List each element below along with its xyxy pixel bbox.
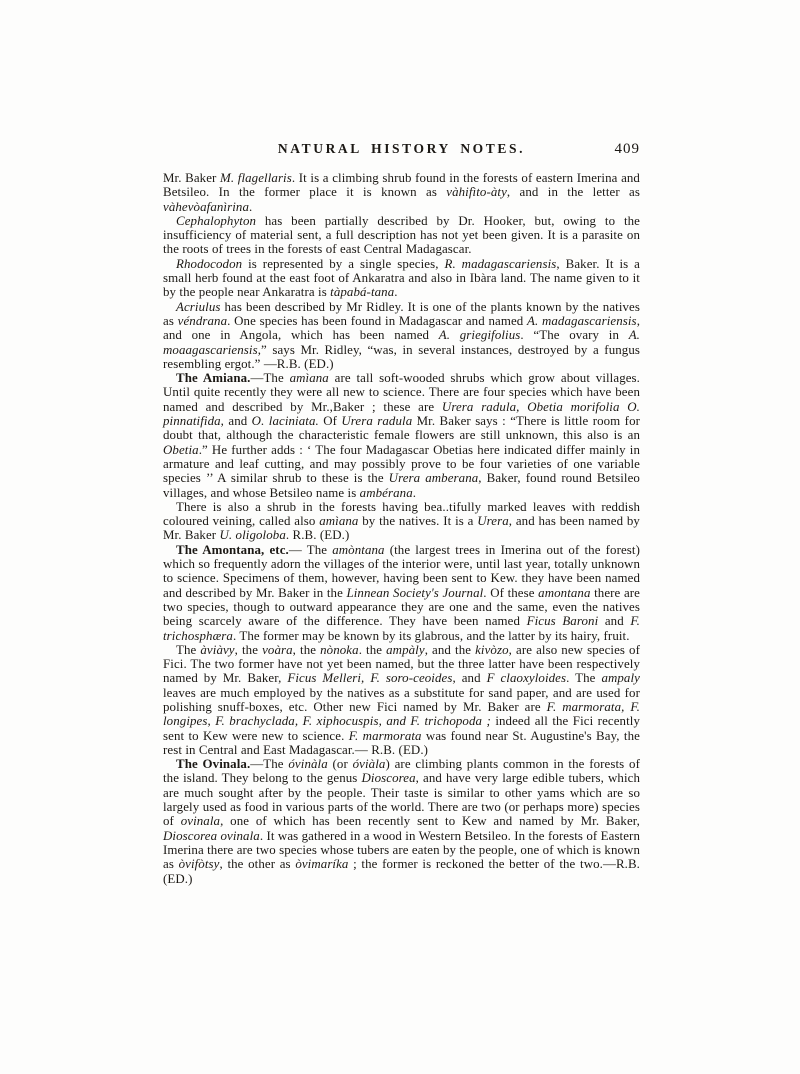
text-segment: Ficus Melleri, F. soro-ceoides,	[287, 671, 456, 686]
text-segment: and	[224, 414, 252, 429]
page-number: 409	[614, 141, 640, 157]
paragraph	[163, 300, 640, 371]
text-segment: Ficus Baroni	[526, 614, 599, 629]
text-segment: has been described by Mr Ridley. It is one of the plants known by the natives as	[163, 299, 640, 328]
text-segment: . Of these	[483, 585, 539, 600]
text-segment: A. griegifolius	[438, 328, 521, 343]
text-segment: (or	[327, 757, 353, 772]
paragraph	[163, 171, 640, 214]
text-segment: R. madagascariensis	[444, 256, 557, 271]
text-segment: Dioscorea	[361, 771, 416, 786]
text-segment: àviàvy	[200, 642, 235, 657]
text-segment: . It was gathered in a wood in Western Betsileo. In the forests of Eastern Imerina there are two species whose tubers are eaten by the people, one of which is known as	[163, 828, 640, 872]
paragraph	[163, 543, 640, 643]
text-segment: óvinàla	[288, 757, 328, 772]
text-segment: . The	[566, 671, 602, 686]
article-body	[163, 171, 640, 886]
text-segment: —The	[250, 371, 290, 386]
text-segment: , the	[292, 642, 321, 657]
text-segment: . The former may be known by its glabrous, and the latter by its hairy, fruit.	[232, 628, 630, 643]
text-segment: Obetia	[163, 442, 199, 457]
text-segment: , the other as	[219, 857, 296, 872]
text-segment: véndrana	[177, 313, 228, 328]
paragraph	[163, 643, 640, 757]
text-segment: .	[249, 199, 253, 214]
text-segment: , and one in Angola, which has been named	[163, 313, 641, 343]
text-segment: has been partially described by Dr. Hooker, but, owing to the insufficiency of material sent, a full description has not yet been given. It is a parasite on the roots of trees in the forests of east Central Madagascar.	[163, 213, 640, 257]
text-segment: A. madagascariensis	[527, 313, 637, 328]
text-segment: ; the former is reckoned the better of the two.—R.B. (ED.)	[163, 857, 641, 886]
text-segment: (the largest trees in Imerina out of the forest) which so frequently adorn the villages of the interior were, until last year, totally unknown to science. Specimens of them, however, having been sent to Kew. they have been named and described by Mr. Baker in the	[163, 542, 640, 600]
text-segment: U. oligoloba	[219, 528, 286, 543]
text-segment: Cephalophyton	[176, 213, 257, 228]
text-segment: The Amontana, etc.	[176, 542, 289, 557]
paragraph	[163, 371, 640, 500]
text-segment: Urera radula, Obetia morifolia O. pinnatifida,	[163, 399, 640, 429]
text-segment: The Ovinala.	[176, 757, 251, 772]
text-segment: leaves are much employed by the natives as a substitute for sand paper, and are used for polishing snuff-boxes, etc. Other new Fici named by Mr. Baker are	[163, 685, 640, 714]
text-segment: . the	[358, 642, 387, 657]
text-segment: . R.B. (ED.)	[285, 528, 350, 543]
text-segment: nònoka	[320, 642, 359, 657]
text-segment: are tall soft-wooded shrubs which grow about villages. Until quite recently they were all new to science. There are four species which have been named and described by Mr.,Baker ; these are	[163, 371, 640, 414]
text-segment: Mr. Baker	[163, 171, 221, 185]
text-segment: A. moaagascariensis	[163, 328, 640, 357]
text-segment: ) are climbing plants common in the forests of the island. They belong to the genus	[163, 757, 640, 786]
text-segment: ampàly	[386, 642, 425, 657]
paragraph	[163, 257, 640, 300]
text-segment: vàhifìto-àty	[446, 185, 507, 200]
text-segment: òvimaríka	[295, 857, 349, 872]
running-head	[163, 141, 640, 161]
text-segment: M. flagellaris	[220, 171, 292, 185]
text-segment: .	[394, 285, 398, 300]
paragraph	[163, 214, 640, 257]
text-segment: is represented by a single species,	[242, 256, 445, 271]
text-segment: tàpabá-tana	[330, 285, 395, 300]
text-segment: by the natives. It is a	[358, 514, 478, 529]
page-title: NATURAL HISTORY NOTES.	[277, 141, 526, 156]
text-segment: , one of which has been recently sent to Kew and named by Mr. Baker,	[220, 814, 640, 829]
text-segment: Mr. Baker says : “There is little room for doubt that, although the characteristic female flowers are still unknown, this also is an	[163, 414, 641, 443]
paragraph	[163, 757, 640, 886]
text-segment: Acriulus	[176, 299, 221, 314]
text-segment: ambérana	[359, 485, 413, 500]
text-segment: , and the	[424, 642, 476, 657]
text-segment: voàra	[262, 642, 293, 657]
text-segment: was found near St. Augustine's Bay, the rest in Central and East Madagascar.— R.B. (ED.)	[163, 728, 640, 757]
text-segment: —The	[250, 757, 289, 772]
text-segment: . “The ovary in	[520, 328, 629, 343]
text-segment: O. laciniata.	[251, 414, 319, 429]
text-segment: ,” says Mr. Ridley, “was, in several instances, destroyed by a fungus resembling ergot.” —R.B. (ED.)	[163, 342, 640, 371]
text-segment: . It is a climbing shrub found in the forests of eastern Imerina and Betsileo. In the former place it is known as	[163, 171, 640, 200]
text-segment: , and has been named by Mr. Baker	[163, 514, 640, 543]
text-segment: ovinala	[180, 814, 221, 829]
text-segment: There is also a shrub in the forests having bea..tifully marked leaves with reddish coloured veining, called also	[163, 499, 640, 529]
text-segment: ampaly	[601, 671, 640, 686]
text-segment: there are two species, though to outward appearance they are one and the same, even the natives being scarcely aware of the difference. They have been named	[163, 585, 640, 629]
text-segment: .	[412, 485, 417, 500]
text-segment: and	[455, 671, 487, 686]
text-segment: òvifòtsy	[178, 857, 220, 872]
text-segment: , and have very large edible tubers, which are much sought after by the people. Their taste is similar to other yams which are so largely used as food in various parts of the world. There are two (or perhaps more) species of	[163, 771, 640, 829]
text-segment: Linnean Society's Journal	[346, 585, 484, 600]
text-segment: The	[176, 642, 201, 657]
text-segment: Urera amberana	[388, 471, 479, 486]
text-segment: , the	[234, 642, 263, 657]
text-segment: F claoxyloides	[486, 671, 567, 686]
text-segment: F. marmorata, F. longipes, F. brachyclada, F. xiphocuspis, and F. trichopoda ;	[163, 699, 640, 729]
paragraph	[163, 500, 640, 543]
text-segment: Rhodocodon	[176, 256, 243, 271]
text-segment: — The	[288, 542, 333, 557]
text-segment: vàhevòafanìrina	[163, 199, 249, 214]
text-column	[163, 141, 640, 886]
text-segment: , are also new species of Fici. The two former have not yet been named, but the three latter have been respectively named by Mr. Baker,	[163, 642, 640, 686]
text-segment: , Baker, found round Betsileo villages, and whose Betsileo name is	[163, 471, 640, 500]
text-segment: Urera	[477, 514, 509, 529]
text-segment: The Amiana.	[176, 371, 251, 386]
text-segment: . One species has been found in Madagascar and named	[227, 313, 527, 328]
text-segment: Dioscorea ovinala	[163, 828, 260, 843]
text-segment: amontana	[538, 585, 591, 600]
text-segment: , Baker. It is a small herb found at the east foot of Ankaratra and also in Ibàra land. The name given to it by the people near Ankaratra is	[163, 256, 640, 300]
text-segment: óviàla	[352, 757, 386, 772]
text-segment: F. marmorata	[348, 728, 422, 743]
text-segment: amòntana	[332, 542, 385, 557]
text-segment: Urera radula	[341, 414, 413, 429]
text-segment: amìana	[319, 514, 359, 529]
text-segment: , and in the letter as	[506, 185, 640, 200]
text-segment: Of	[318, 414, 342, 429]
text-segment: .” He further adds : ‘ The four Madagascar Obetias here indicated differ mainly in armature and leaf cutting, and may possibly prove to be four varieties of one variable species ’’ A similar shrub to these is the	[163, 442, 640, 486]
text-segment: kivòzo	[475, 642, 509, 657]
text-segment: and	[598, 614, 631, 629]
text-segment: F. trichosphæra	[163, 614, 640, 643]
text-segment: indeed all the Fici recently sent to Kew were new to science.	[163, 714, 640, 743]
text-segment: amìana	[289, 371, 329, 386]
